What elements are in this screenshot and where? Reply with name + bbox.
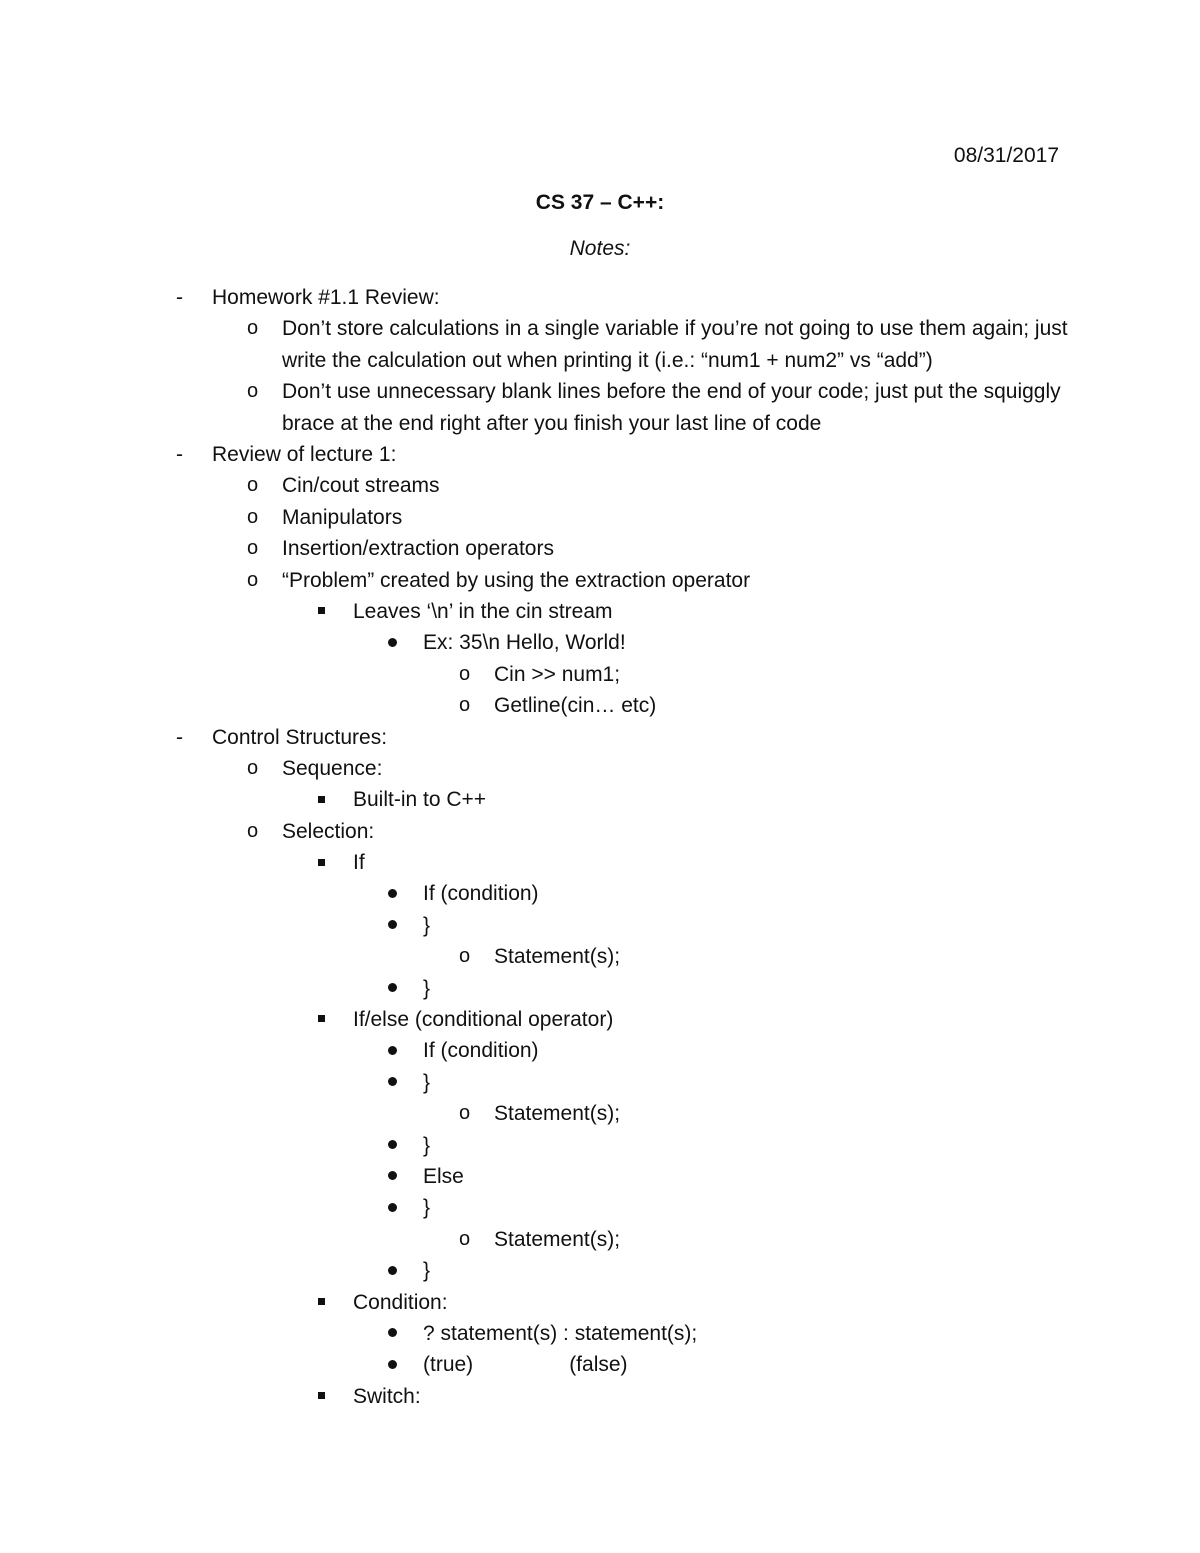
square-bullet-icon [318, 596, 348, 627]
circle-marker: o [247, 505, 259, 528]
item-text: “Problem” created by using the extraction operator [282, 568, 751, 592]
list-item [0, 282, 1200, 313]
dot-bullet-icon [388, 1035, 418, 1066]
circle-marker: o [459, 1227, 471, 1250]
list-item [0, 659, 1200, 690]
item-text: } [423, 1259, 431, 1283]
list-item [0, 565, 1200, 596]
list-item [0, 910, 1200, 941]
dot-bullet-icon [388, 878, 418, 909]
list-item [0, 1161, 1200, 1192]
list-item [0, 376, 1200, 439]
circle-marker: o [247, 568, 259, 591]
item-text: } [423, 1133, 431, 1157]
item-text: Statement(s); [494, 945, 621, 969]
dot-bullet-icon [388, 1192, 418, 1223]
item-text: Condition: [353, 1290, 448, 1314]
true-label: (true) [423, 1353, 474, 1377]
square-bullet-icon [318, 1004, 348, 1035]
circle-marker: o [459, 1102, 471, 1125]
item-text: Cin/cout streams [282, 474, 440, 498]
list-item [0, 1318, 1200, 1349]
item-text: Review of lecture 1: [212, 442, 397, 466]
item-text: Don’t use unnecessary blank lines before the end of your code; just put the squiggly brace at the end right after you finish your last line of code [282, 380, 1061, 435]
item-text: } [423, 976, 431, 1000]
circle-marker: o [247, 317, 259, 340]
list-item [0, 690, 1200, 721]
item-text: Manipulators [282, 505, 403, 529]
list-item [0, 1224, 1200, 1255]
item-text: Control Structures: [212, 725, 388, 749]
circle-marker: o [247, 756, 259, 779]
dot-bullet-icon [388, 1255, 418, 1286]
false-label: (false) [569, 1353, 628, 1377]
item-text: Don’t store calculations in a single variable if you’re not going to use them again; just write the calculation out when printing it (i.e.: “num1 + num2” vs “add”) [282, 317, 1068, 372]
page-title: CS 37 – C++: [535, 191, 665, 214]
list-item [0, 973, 1200, 1004]
item-text: } [423, 1196, 431, 1220]
list-item [0, 753, 1200, 784]
list-item [0, 502, 1200, 533]
dot-bullet-icon [388, 910, 418, 941]
dash-marker: - [176, 442, 183, 466]
list-item [0, 1287, 1200, 1318]
dot-bullet-icon [388, 1318, 418, 1349]
page-subtitle: Notes: [569, 237, 631, 260]
item-text: } [423, 1070, 431, 1094]
list-item [0, 722, 1200, 753]
item-text: Ex: 35\n Hello, World! [423, 631, 626, 655]
list-item [0, 1349, 1200, 1380]
list-item [0, 596, 1200, 627]
circle-marker: o [459, 662, 471, 685]
list-item [0, 816, 1200, 847]
list-item [0, 439, 1200, 470]
item-text: Sequence: [282, 756, 383, 780]
circle-marker: o [247, 537, 259, 560]
item-text: Switch: [353, 1384, 421, 1408]
item-text: Homework #1.1 Review: [212, 286, 440, 309]
circle-marker: o [247, 819, 259, 842]
list-item [0, 847, 1200, 878]
item-text: Else [423, 1164, 464, 1188]
circle-marker: o [459, 694, 471, 717]
item-text: If (condition) [423, 1039, 539, 1063]
list-item [0, 1035, 1200, 1066]
item-text [423, 1349, 628, 1380]
circle-marker: o [459, 945, 471, 968]
item-text: Insertion/extraction operators [282, 537, 554, 561]
item-text: If (condition) [423, 882, 539, 906]
list-item [0, 1004, 1200, 1035]
list-item [0, 1192, 1200, 1223]
list-item [0, 1255, 1200, 1286]
notes-outline [0, 282, 1200, 1412]
square-bullet-icon [318, 1381, 348, 1412]
list-item [0, 470, 1200, 501]
list-item [0, 313, 1200, 376]
list-item [0, 533, 1200, 564]
list-item [0, 1098, 1200, 1129]
dot-bullet-icon [388, 1067, 418, 1098]
item-text: ? statement(s) : statement(s); [423, 1321, 698, 1345]
list-item [0, 1381, 1200, 1412]
item-text: Statement(s); [494, 1102, 621, 1126]
item-text: Selection: [282, 819, 375, 843]
square-bullet-icon [318, 847, 348, 878]
list-item [0, 1130, 1200, 1161]
square-bullet-icon [318, 1287, 348, 1318]
item-text: Cin >> num1; [494, 662, 621, 686]
date: 08/31/2017 [953, 144, 1059, 167]
list-item [0, 878, 1200, 909]
circle-marker: o [247, 474, 259, 497]
item-text: } [423, 913, 431, 937]
list-item [0, 1067, 1200, 1098]
square-bullet-icon [318, 784, 348, 815]
list-item [0, 941, 1200, 972]
list-item [0, 784, 1200, 815]
item-text: Statement(s); [494, 1227, 621, 1251]
dot-bullet-icon [388, 627, 418, 658]
dot-bullet-icon [388, 1130, 418, 1161]
item-text: If/else (conditional operator) [353, 1008, 614, 1032]
item-text: Leaves ‘\n’ in the cin stream [353, 599, 613, 623]
dash-marker: - [176, 286, 183, 309]
dot-bullet-icon [388, 1349, 418, 1380]
list-item [0, 627, 1200, 658]
item-text: Built-in to C++ [353, 788, 487, 812]
dot-bullet-icon [388, 1161, 418, 1192]
item-text: Getline(cin… etc) [494, 694, 657, 718]
dot-bullet-icon [388, 973, 418, 1004]
circle-marker: o [247, 380, 259, 403]
item-text: If [353, 851, 365, 875]
dash-marker: - [176, 725, 183, 749]
